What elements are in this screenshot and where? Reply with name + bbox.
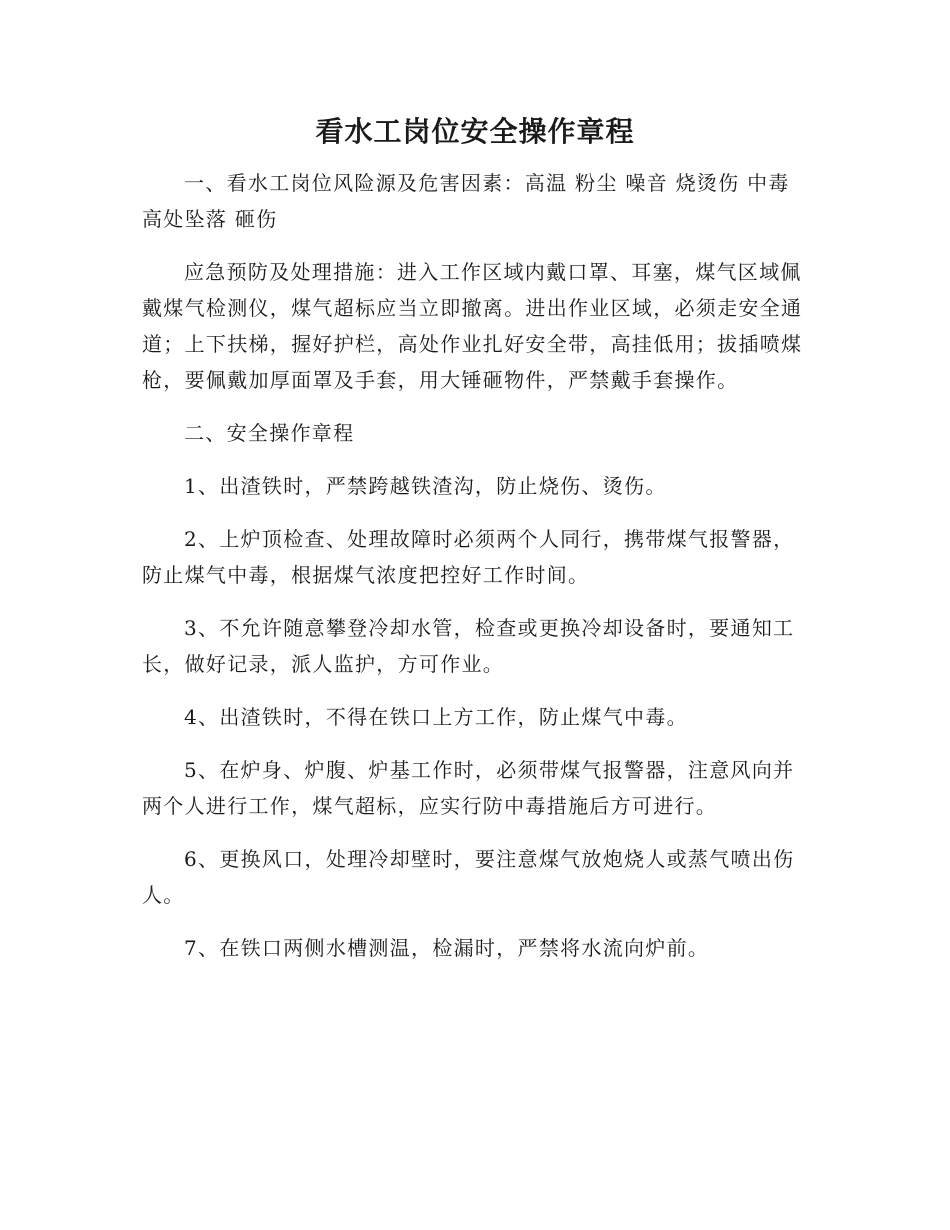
document-body — [142, 165, 808, 983]
rule-item-5: 5、在炉身、炉腹、炉基工作时，必须带煤气报警器，注意风向并两个人进行工作，煤气超标，应实行防中毒措施后方可进行。 — [142, 758, 795, 818]
rule-item-1: 1、出渣铁时，严禁跨越铁渣沟，防止烧伤、烫伤。 — [184, 474, 667, 498]
rule-item-7: 7、在铁口两侧水槽测温，检漏时，严禁将水流向炉前。 — [184, 936, 710, 960]
hazard-sources-paragraph: 一、看水工岗位风险源及危害因素：高温 粉尘 噪音 烧烫伤 中毒 高处坠落 砸伤 — [142, 171, 790, 231]
document-title: 看水工岗位安全操作章程 — [315, 115, 635, 148]
rule-item-4: 4、出渣铁时，不得在铁口上方工作，防止煤气中毒。 — [184, 705, 688, 729]
rule-item-2: 2、上炉顶检查、处理故障时必须两个人同行，携带煤气报警器，防止煤气中毒，根据煤气浓度把控好工作时间。 — [142, 527, 795, 587]
rule-item-6: 6、更换风口，处理冷却壁时，要注意煤气放炮烧人或蒸气喷出伤人。 — [142, 847, 795, 907]
section-heading-safety-rules: 二、安全操作章程 — [184, 421, 355, 445]
rule-item-3: 3、不允许随意攀登冷却水管，检查或更换冷却设备时，要通知工长，做好记录，派人监护，方可作业。 — [142, 616, 795, 676]
emergency-measures-paragraph: 应急预防及处理措施：进入工作区域内戴口罩、耳塞，煤气区域佩戴煤气检测仪，煤气超标应当立即撤离。进出作业区域，必须走安全通道；上下扶梯，握好护栏，高处作业扎好安全带，高挂低用；拔插喷煤枪，要佩戴加厚面罩及手套，用大锤砸物件，严禁戴手套操作。 — [142, 260, 803, 392]
